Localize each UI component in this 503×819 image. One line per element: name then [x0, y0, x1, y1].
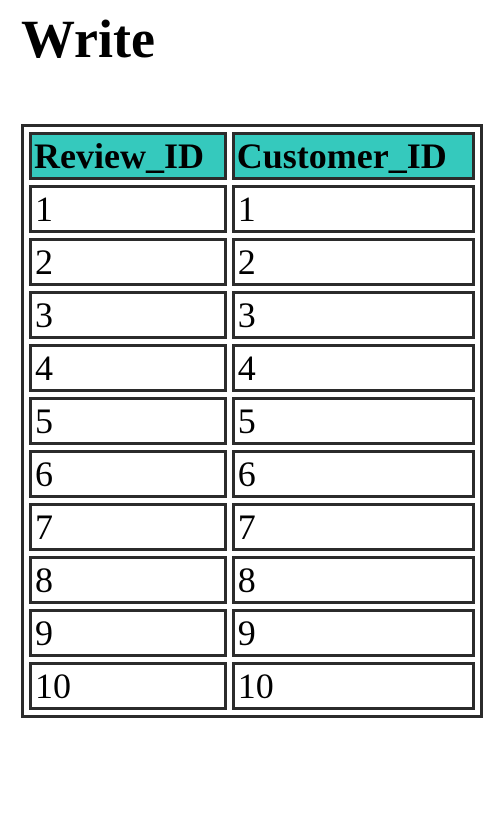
header-row [29, 132, 475, 180]
table-row [29, 344, 475, 392]
customer-id-cell: 2 [232, 238, 475, 286]
customer-id-cell: 7 [232, 503, 475, 551]
table-row [29, 556, 475, 604]
review-id-cell: 1 [29, 185, 227, 233]
customer-id-cell: 6 [232, 450, 475, 498]
table-header [29, 132, 475, 180]
table-row [29, 450, 475, 498]
customer-id-cell: 1 [232, 185, 475, 233]
table-body [29, 185, 475, 710]
table-row [29, 185, 475, 233]
table-row [29, 291, 475, 339]
review-id-cell: 5 [29, 397, 227, 445]
review-id-cell: 6 [29, 450, 227, 498]
customer-id-cell: 5 [232, 397, 475, 445]
customer-id-cell: 10 [232, 662, 475, 710]
table-row [29, 662, 475, 710]
column-header-review-id: Review_ID [29, 132, 227, 180]
review-id-cell: 10 [29, 662, 227, 710]
page-title: Write [21, 9, 155, 69]
review-id-cell: 3 [29, 291, 227, 339]
customer-id-cell: 8 [232, 556, 475, 604]
review-id-cell: 7 [29, 503, 227, 551]
review-id-cell: 9 [29, 609, 227, 657]
review-id-cell: 2 [29, 238, 227, 286]
review-id-cell: 8 [29, 556, 227, 604]
customer-id-cell: 9 [232, 609, 475, 657]
review-id-cell: 4 [29, 344, 227, 392]
table-row [29, 397, 475, 445]
data-table [21, 124, 483, 718]
table-row [29, 609, 475, 657]
column-header-customer-id: Customer_ID [232, 132, 475, 180]
table-row [29, 238, 475, 286]
customer-id-cell: 4 [232, 344, 475, 392]
table-row [29, 503, 475, 551]
customer-id-cell: 3 [232, 291, 475, 339]
